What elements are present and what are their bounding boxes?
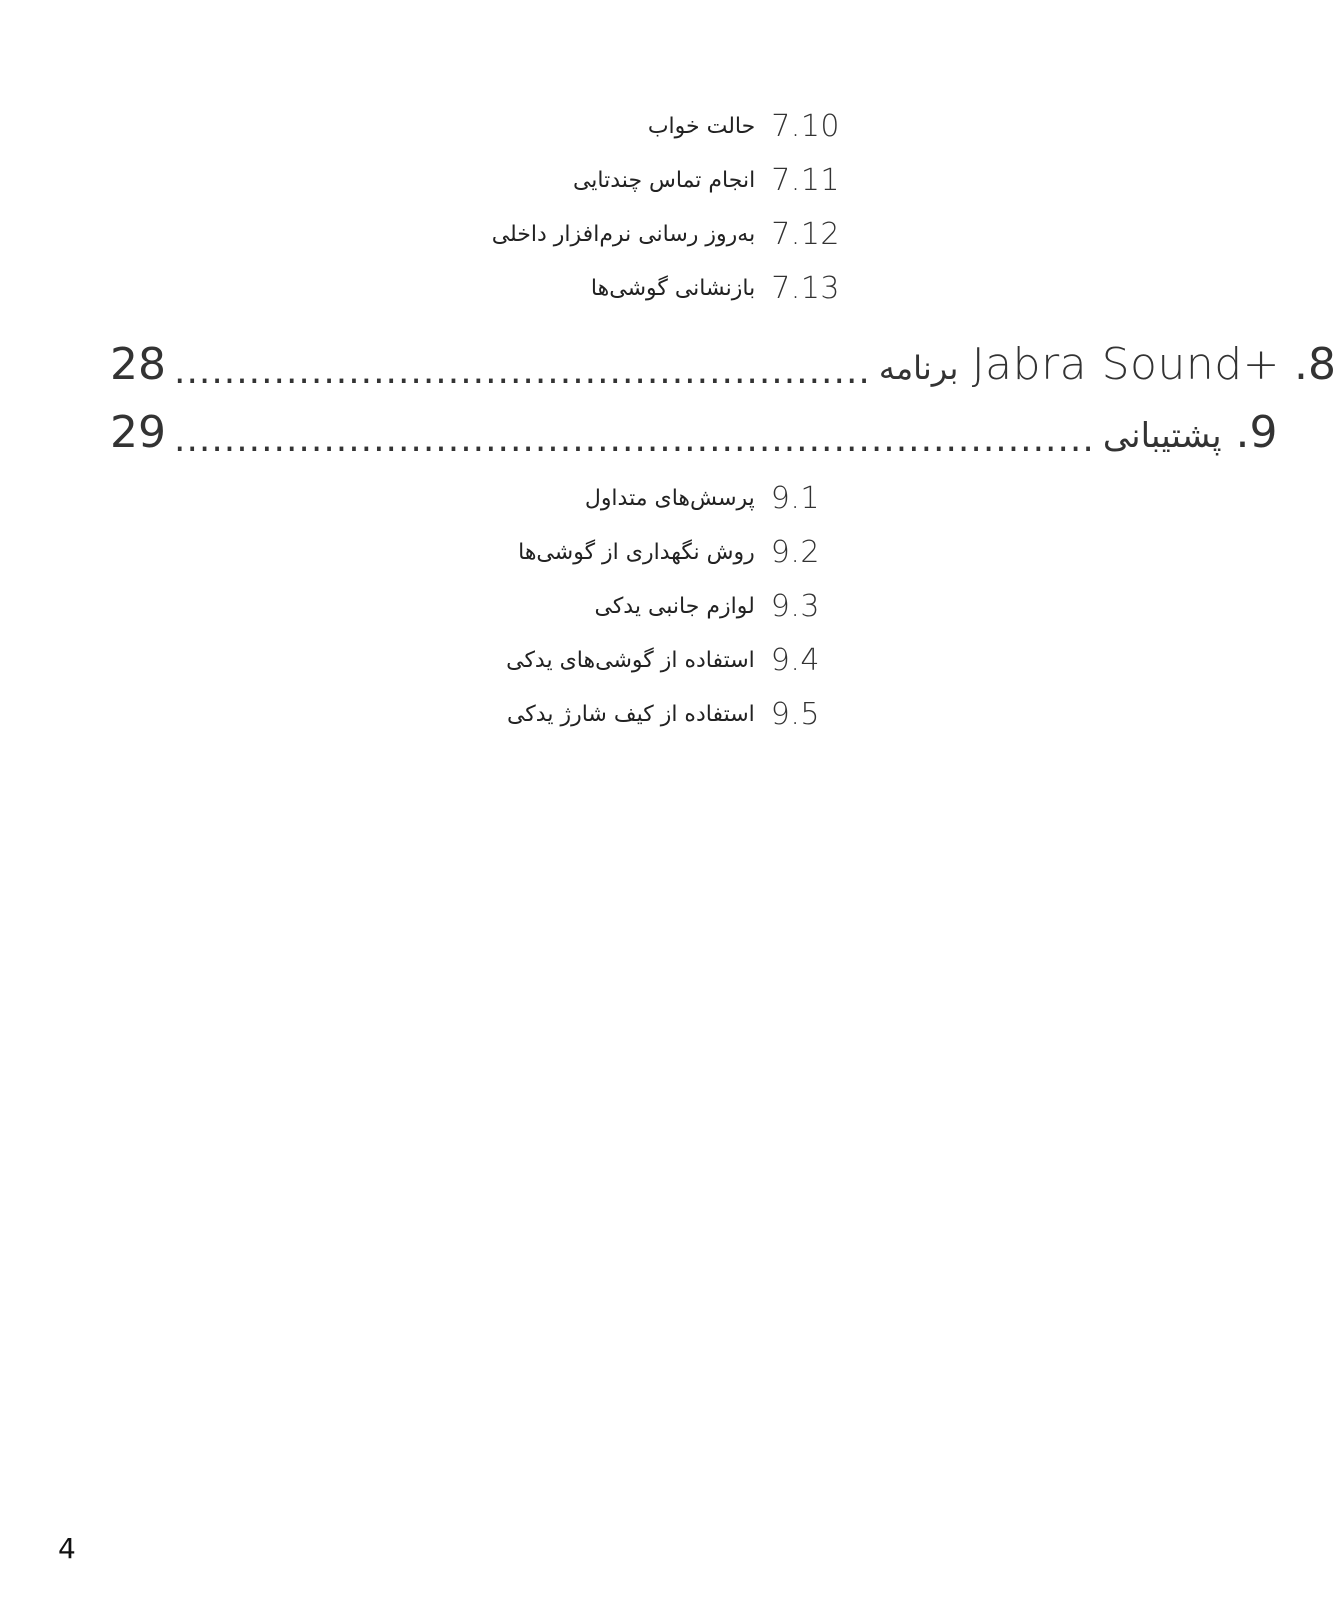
toc-item-7-10[interactable] — [648, 106, 840, 146]
chapter-page-number: 28 — [110, 338, 166, 390]
chapter-number: .8 — [1294, 338, 1336, 390]
toc-item-7-12[interactable] — [492, 214, 840, 254]
toc-item-title: حالت خواب — [647, 113, 756, 139]
toc-item-title: استفاده از گوشی‌های یدکی — [506, 647, 755, 673]
chapter-title-persian: برنامه — [878, 348, 959, 387]
toc-chapter-9[interactable] — [110, 402, 1278, 462]
toc-item-9-5[interactable] — [507, 694, 820, 734]
toc-item-title: انجام تماس چندتایی — [572, 167, 756, 193]
chapter-page-number: 29 — [110, 406, 166, 458]
toc-item-9-2[interactable] — [518, 532, 820, 572]
toc-item-title: بازنشانی گوشی‌ها — [590, 275, 756, 301]
toc-item-number: 9.3 — [770, 588, 820, 624]
toc-item-number: 9.5 — [770, 696, 820, 732]
toc-item-title: به‌روز رسانی نرم‌افزار داخلی — [491, 221, 756, 247]
chapter-title — [1103, 408, 1222, 457]
toc-item-7-13[interactable] — [591, 268, 840, 308]
toc-item-title: استفاده از کیف شارژ یدکی — [506, 701, 755, 727]
toc-item-number: 9.4 — [770, 642, 820, 678]
chapter-title-persian: پشتیبانی — [1102, 415, 1222, 456]
toc-chapter-8[interactable] — [110, 334, 1336, 394]
toc-item-number: 9.1 — [770, 480, 820, 516]
toc-item-number: 7.11 — [771, 162, 840, 198]
toc-item-9-1[interactable] — [585, 478, 820, 518]
toc-item-9-4[interactable] — [506, 640, 820, 680]
toc-item-7-11[interactable] — [573, 160, 840, 200]
toc-item-number: 9.2 — [770, 534, 820, 570]
dot-leader: ........................................................ — [174, 351, 871, 392]
toc-item-number: 7.12 — [771, 216, 840, 252]
toc-item-9-3[interactable] — [594, 586, 820, 626]
page-number: 4 — [58, 1532, 76, 1565]
chapter-title — [879, 339, 1280, 390]
toc-item-title: روش نگهداری از گوشی‌ها — [518, 539, 755, 565]
chapter-title-latin: Jabra Sound+ — [971, 338, 1281, 390]
toc-item-number: 7.13 — [771, 270, 840, 306]
toc-item-title: لوازم جانبی یدکی — [594, 593, 755, 619]
chapter-number: .9 — [1235, 406, 1278, 458]
toc-item-number: 7.10 — [771, 108, 840, 144]
toc-item-title: پرسش‌های متداول — [584, 485, 755, 511]
dot-leader: .......................................................................... — [174, 419, 1095, 460]
